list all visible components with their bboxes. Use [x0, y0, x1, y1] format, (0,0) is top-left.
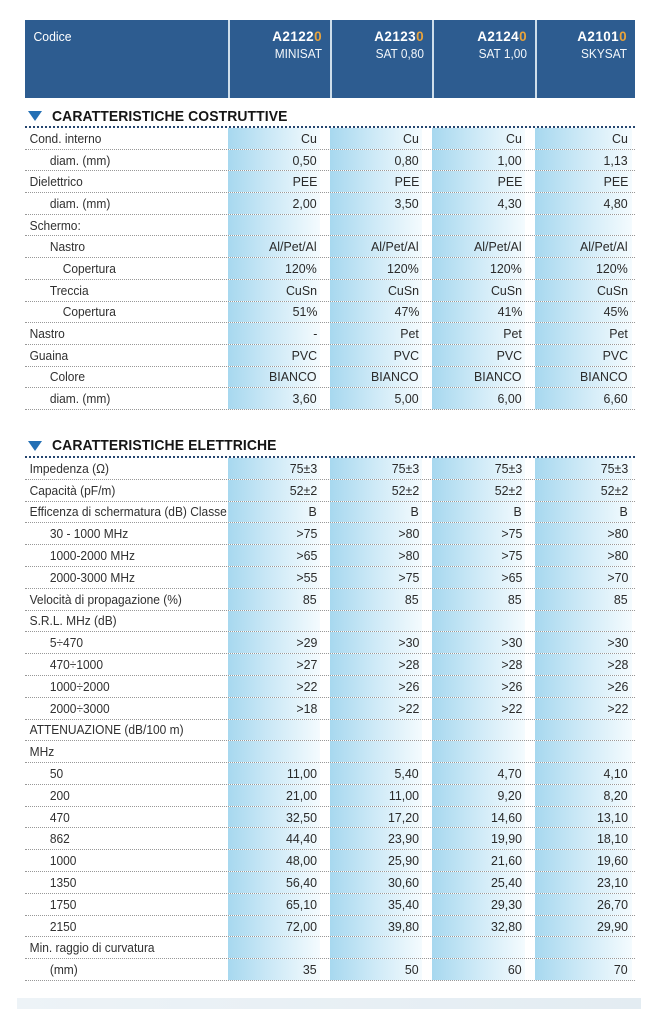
value-cell: 29,30	[432, 894, 535, 915]
section-rows	[25, 128, 635, 410]
value-cell	[330, 720, 432, 741]
value-cell: >65	[228, 545, 330, 566]
triangle-down-icon	[28, 111, 42, 121]
row-label: Colore	[49, 369, 86, 385]
value-cell: 5,00	[330, 388, 432, 409]
value-cell: PEE	[228, 171, 330, 192]
value-cell: >75	[432, 545, 535, 566]
value-cell	[330, 937, 432, 958]
value-cell: >26	[535, 676, 635, 697]
value-cell: 120%	[330, 258, 432, 279]
section-title	[25, 109, 635, 128]
value-cell: 23,90	[330, 828, 432, 849]
value-cell: 50	[330, 959, 432, 980]
section-title	[25, 439, 635, 458]
value-cell: >29	[228, 632, 330, 653]
value-cell: >75	[432, 523, 535, 544]
value-cell: 19,90	[432, 828, 535, 849]
value-cell: 75±3	[535, 458, 635, 479]
value-cell: CuSn	[228, 280, 330, 301]
section-title-text: CARATTERISTICHE COSTRUTTIVE	[52, 107, 288, 125]
row-label: Nastro	[49, 239, 86, 255]
value-cell: 21,00	[228, 785, 330, 806]
table-row	[25, 302, 635, 324]
value-cell: 2,00	[228, 193, 330, 214]
value-cell: 52±2	[432, 480, 535, 501]
value-cell: 6,00	[432, 388, 535, 409]
value-cell: 30,60	[330, 872, 432, 893]
value-cell: Al/Pet/Al	[330, 236, 432, 257]
row-label: Treccia	[49, 282, 89, 298]
value-cell	[432, 741, 535, 762]
table-row	[25, 654, 635, 676]
value-cell: 3,50	[330, 193, 432, 214]
row-label: 1000-2000 MHz	[49, 548, 135, 564]
value-cell	[535, 611, 635, 632]
value-cell: Al/Pet/Al	[228, 236, 330, 257]
value-cell: >18	[228, 698, 330, 719]
table-row	[25, 763, 635, 785]
value-cell	[330, 215, 432, 236]
row-label: 2000÷3000	[49, 700, 110, 716]
value-cell: BIANCO	[330, 367, 432, 388]
value-cell: Pet	[535, 323, 635, 344]
table-row	[25, 215, 635, 237]
product-column-header	[228, 20, 330, 98]
value-cell: 48,00	[228, 850, 330, 871]
value-cell: 21,60	[432, 850, 535, 871]
value-cell: 44,40	[228, 828, 330, 849]
product-code: A21220	[272, 29, 322, 44]
value-cell: 52±2	[535, 480, 635, 501]
table-row	[25, 502, 635, 524]
value-cell: PEE	[330, 171, 432, 192]
value-cell: 25,40	[432, 872, 535, 893]
value-cell: 120%	[432, 258, 535, 279]
value-cell: >55	[228, 567, 330, 588]
section	[25, 439, 635, 981]
value-cell: CuSn	[432, 280, 535, 301]
value-cell	[228, 937, 330, 958]
value-cell: -	[228, 323, 330, 344]
value-cell: 75±3	[330, 458, 432, 479]
row-label: Nastro	[29, 326, 65, 342]
table-row	[25, 345, 635, 367]
value-cell: >30	[535, 632, 635, 653]
value-cell: 75±3	[228, 458, 330, 479]
value-cell: 47%	[330, 302, 432, 323]
row-label: ATTENUAZIONE (dB/100 m)	[29, 722, 184, 738]
row-label: 470	[49, 809, 70, 825]
value-cell: 23,10	[535, 872, 635, 893]
value-cell: 52±2	[330, 480, 432, 501]
value-cell: 85	[228, 589, 330, 610]
value-cell: 19,60	[535, 850, 635, 871]
value-cell: Cu	[228, 128, 330, 149]
row-label: 1750	[49, 896, 77, 912]
section-title-text: CARATTERISTICHE ELETTRICHE	[52, 437, 277, 455]
value-cell	[535, 720, 635, 741]
value-cell	[432, 611, 535, 632]
row-label: Cond. interno	[29, 130, 102, 146]
row-label: diam. (mm)	[49, 195, 111, 211]
row-label: Velocità di propagazione (%)	[29, 591, 182, 607]
value-cell	[535, 741, 635, 762]
value-cell: B	[535, 502, 635, 523]
table-row	[25, 632, 635, 654]
value-cell: PVC	[228, 345, 330, 366]
value-cell: BIANCO	[228, 367, 330, 388]
value-cell: >22	[535, 698, 635, 719]
value-cell: >22	[432, 698, 535, 719]
value-cell	[535, 215, 635, 236]
product-name: SKYSAT	[581, 47, 627, 62]
product-code: A21230	[374, 29, 424, 44]
row-label: Min. raggio di curvatura	[29, 940, 155, 956]
value-cell: 18,10	[535, 828, 635, 849]
value-cell: 17,20	[330, 807, 432, 828]
row-label: 30 - 1000 MHz	[49, 526, 129, 542]
value-cell: 4,70	[432, 763, 535, 784]
value-cell	[330, 611, 432, 632]
table-row	[25, 785, 635, 807]
value-cell: 75±3	[432, 458, 535, 479]
value-cell: 3,60	[228, 388, 330, 409]
value-cell: >28	[432, 654, 535, 675]
value-cell: 45%	[535, 302, 635, 323]
value-cell: >80	[330, 545, 432, 566]
product-column-header	[330, 20, 432, 98]
table-row	[25, 458, 635, 480]
value-cell: >80	[535, 523, 635, 544]
table-row	[25, 916, 635, 938]
value-cell: >27	[228, 654, 330, 675]
value-cell: 35	[228, 959, 330, 980]
value-cell: 120%	[535, 258, 635, 279]
table-row	[25, 807, 635, 829]
value-cell: 52±2	[228, 480, 330, 501]
value-cell: >75	[228, 523, 330, 544]
row-label: Dielettrico	[29, 174, 83, 190]
row-label: Guaina	[29, 347, 69, 363]
value-cell: 5,40	[330, 763, 432, 784]
value-cell: >65	[432, 567, 535, 588]
codice-header-label: Codice	[33, 29, 72, 44]
value-cell: BIANCO	[535, 367, 635, 388]
row-label: diam. (mm)	[49, 391, 111, 407]
row-label: Copertura	[62, 304, 116, 320]
value-cell: 41%	[432, 302, 535, 323]
value-cell: PVC	[330, 345, 432, 366]
table-row	[25, 611, 635, 633]
value-cell: 85	[330, 589, 432, 610]
row-label: Efficenza di schermatura (dB) Classe	[29, 504, 227, 520]
table-row	[25, 959, 635, 981]
value-cell: >75	[330, 567, 432, 588]
value-cell: B	[330, 502, 432, 523]
value-cell: 14,60	[432, 807, 535, 828]
value-cell	[228, 720, 330, 741]
value-cell: 0,50	[228, 150, 330, 171]
value-cell: 85	[432, 589, 535, 610]
product-name: SAT 1,00	[478, 47, 527, 62]
value-cell: PEE	[432, 171, 535, 192]
row-label: Impedenza (Ω)	[29, 460, 110, 476]
triangle-down-icon	[28, 441, 42, 451]
table-row	[25, 872, 635, 894]
value-cell: >22	[228, 676, 330, 697]
value-cell: CuSn	[535, 280, 635, 301]
value-cell: 51%	[228, 302, 330, 323]
table-row	[25, 171, 635, 193]
value-cell: >70	[535, 567, 635, 588]
value-cell	[432, 937, 535, 958]
row-label: 1350	[49, 874, 77, 890]
value-cell: 32,80	[432, 916, 535, 937]
value-cell: 72,00	[228, 916, 330, 937]
row-label: 200	[49, 787, 70, 803]
spec-sections	[25, 109, 635, 981]
value-cell: >28	[535, 654, 635, 675]
row-label: 1000÷2000	[49, 678, 110, 694]
value-cell: BIANCO	[432, 367, 535, 388]
product-name: SAT 0,80	[375, 47, 424, 62]
page-bottom-strip	[17, 998, 641, 1009]
value-cell: 4,30	[432, 193, 535, 214]
product-code: A21240	[477, 29, 527, 44]
row-label: S.R.L. MHz (dB)	[29, 613, 117, 629]
table-row	[25, 698, 635, 720]
value-cell: >30	[432, 632, 535, 653]
table-row	[25, 523, 635, 545]
row-label: (mm)	[49, 962, 78, 978]
value-cell: >26	[432, 676, 535, 697]
value-cell: 120%	[228, 258, 330, 279]
value-cell	[228, 611, 330, 632]
row-label: Capacità (pF/m)	[29, 482, 116, 498]
table-row	[25, 193, 635, 215]
value-cell: >22	[330, 698, 432, 719]
table-row	[25, 128, 635, 150]
table-row	[25, 280, 635, 302]
value-cell	[228, 741, 330, 762]
table-row	[25, 676, 635, 698]
value-cell: 9,20	[432, 785, 535, 806]
row-label: Copertura	[62, 260, 116, 276]
value-cell: 4,80	[535, 193, 635, 214]
value-cell: 65,10	[228, 894, 330, 915]
value-cell: 56,40	[228, 872, 330, 893]
table-row	[25, 480, 635, 502]
value-cell	[432, 720, 535, 741]
value-cell: CuSn	[330, 280, 432, 301]
value-cell	[535, 937, 635, 958]
value-cell: Cu	[330, 128, 432, 149]
table-row	[25, 545, 635, 567]
row-label: 2150	[49, 918, 77, 934]
value-cell: 29,90	[535, 916, 635, 937]
value-cell: >30	[330, 632, 432, 653]
value-cell: PEE	[535, 171, 635, 192]
value-cell: 8,20	[535, 785, 635, 806]
value-cell	[228, 215, 330, 236]
row-label: 470÷1000	[49, 657, 103, 672]
value-cell: B	[432, 502, 535, 523]
value-cell: 60	[432, 959, 535, 980]
row-label: 50	[49, 765, 64, 781]
table-row	[25, 150, 635, 172]
table-row	[25, 323, 635, 345]
section-rows	[25, 458, 635, 981]
value-cell: Pet	[432, 323, 535, 344]
value-cell: 39,80	[330, 916, 432, 937]
value-cell: Pet	[330, 323, 432, 344]
product-code: A21010	[577, 29, 627, 44]
table-row	[25, 567, 635, 589]
table-row	[25, 589, 635, 611]
value-cell: 1,13	[535, 150, 635, 171]
value-cell: >26	[330, 676, 432, 697]
section	[25, 109, 635, 410]
value-cell: PVC	[535, 345, 635, 366]
value-cell	[432, 215, 535, 236]
row-label: 1000	[49, 853, 77, 869]
table-row	[25, 828, 635, 850]
value-cell: 4,10	[535, 763, 635, 784]
value-cell: 26,70	[535, 894, 635, 915]
value-cell: 13,10	[535, 807, 635, 828]
table-row	[25, 367, 635, 389]
value-cell: Cu	[432, 128, 535, 149]
value-cell: 70	[535, 959, 635, 980]
value-cell: Al/Pet/Al	[432, 236, 535, 257]
value-cell: 0,80	[330, 150, 432, 171]
value-cell: 32,50	[228, 807, 330, 828]
value-cell: 6,60	[535, 388, 635, 409]
value-cell: Al/Pet/Al	[535, 236, 635, 257]
value-cell: 1,00	[432, 150, 535, 171]
product-column-header	[432, 20, 535, 98]
table-row	[25, 937, 635, 959]
product-column-header	[535, 20, 635, 98]
row-label: Schermo:	[29, 217, 81, 233]
value-cell: Cu	[535, 128, 635, 149]
table-row	[25, 720, 635, 742]
table-header	[25, 20, 635, 98]
table-row	[25, 388, 635, 410]
value-cell: 11,00	[330, 785, 432, 806]
value-cell: B	[228, 502, 330, 523]
value-cell: 85	[535, 589, 635, 610]
value-cell: 25,90	[330, 850, 432, 871]
row-label: 2000-3000 MHz	[49, 569, 135, 585]
row-label: 5÷470	[49, 635, 84, 651]
value-cell: 11,00	[228, 763, 330, 784]
product-name: MINISAT	[274, 47, 322, 62]
value-cell: >80	[535, 545, 635, 566]
value-cell: 35,40	[330, 894, 432, 915]
table-row	[25, 894, 635, 916]
row-label: diam. (mm)	[49, 152, 111, 168]
table-row	[25, 258, 635, 280]
value-cell: PVC	[432, 345, 535, 366]
value-cell: >28	[330, 654, 432, 675]
table-row	[25, 850, 635, 872]
value-cell	[330, 741, 432, 762]
table-row	[25, 236, 635, 258]
table-row	[25, 741, 635, 763]
row-label: 862	[49, 831, 70, 847]
row-label: MHz	[29, 744, 55, 760]
value-cell: >80	[330, 523, 432, 544]
